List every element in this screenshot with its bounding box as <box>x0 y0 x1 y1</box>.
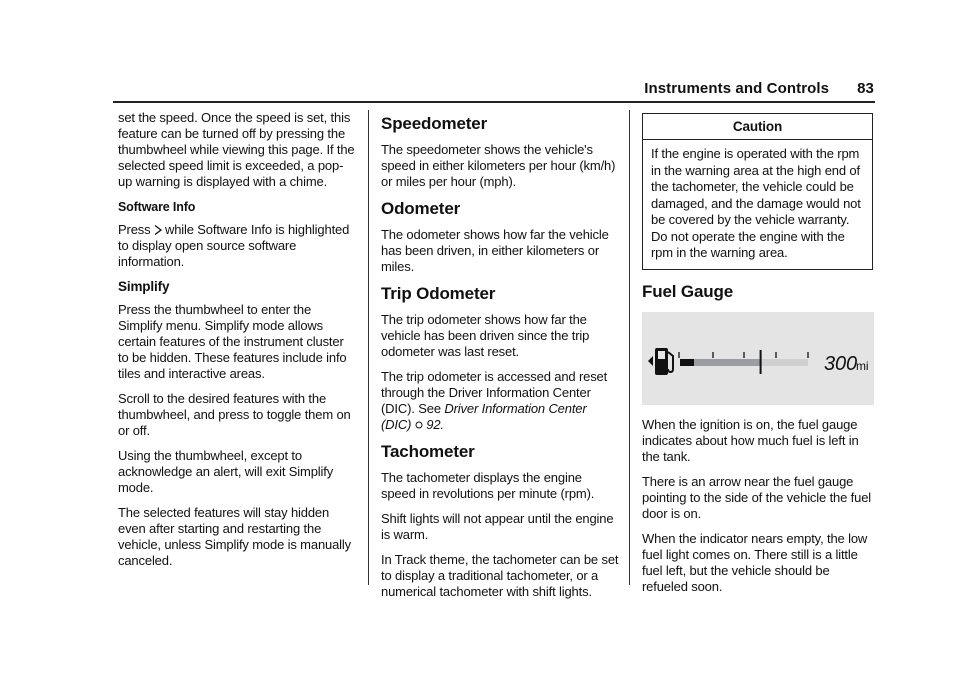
caution-title: Caution <box>643 114 872 140</box>
paragraph: Using the thumbwheel, except to acknowledge an alert, will exit Simplify mode. <box>118 448 334 495</box>
chevron-right-icon <box>154 225 162 235</box>
paragraph: Press the thumbwheel to enter the Simplify menu. Simplify mode allows certain features of the instrument cluster to be hidden. These features include info tiles and interactive areas. <box>118 302 347 381</box>
odometer-heading: Odometer <box>381 199 461 218</box>
page-number: 83 <box>857 80 874 97</box>
paragraph: Shift lights will not appear until the engine is warm. <box>381 511 614 542</box>
speedometer-heading: Speedometer <box>381 114 488 133</box>
paragraph: In Track theme, the tachometer can be set to display a traditional tachometer, or a numerical tachometer with shift lights. <box>381 552 619 599</box>
press-word: Press <box>118 222 151 237</box>
paragraph <box>381 369 619 433</box>
tachometer-heading: Tachometer <box>381 442 475 461</box>
paragraph: When the indicator nears empty, the low fuel light comes on. There still is a little fuel left, but the vehicle should be refueled soon. <box>642 530 868 594</box>
column-2 <box>381 110 619 609</box>
caution-box <box>642 113 873 270</box>
fuel-door-arrow-icon <box>648 356 653 366</box>
range-value: 300 <box>824 352 857 375</box>
paragraph: When the ignition is on, the fuel gauge indicates about how much fuel is left in the tank. <box>642 416 859 464</box>
paragraph: The tachometer displays the engine speed in revolutions per minute (rpm). <box>381 470 595 501</box>
column-divider-2 <box>629 110 630 585</box>
paragraph: The selected features will stay hidden even after starting and restarting the vehicle, unless Simplify mode is manually canceled. <box>118 505 352 568</box>
caution-body: If the engine is operated with the rpm in the warning area at the high end of the tachometer, the vehicle could be damaged, and the damage would not be covered by the vehicle warranty. Do not operate the engine with the rpm in the warning area. <box>651 146 861 260</box>
running-header <box>644 80 874 97</box>
header-rule <box>113 101 875 103</box>
simplify-heading: Simplify <box>118 279 170 294</box>
column-3 <box>642 110 874 604</box>
trip-odometer-heading: Trip Odometer <box>381 284 496 303</box>
software-info-text: while Software Info is highlighted to display open source software information. <box>118 222 350 269</box>
column-divider-1 <box>368 110 369 585</box>
section-title: Instruments and Controls <box>644 80 830 97</box>
paragraph <box>118 222 356 270</box>
paragraph: The speedometer shows the vehicle's speed in either kilometers per hour (km/h) or miles per hour (mph). <box>381 142 616 189</box>
trip-text: The trip odometer is accessed and reset through the Driver Information Center (DIC). See <box>381 369 608 416</box>
page-reference-icon <box>415 421 423 429</box>
fuel-gauge-illustration <box>642 312 874 405</box>
fuel-gauge-heading: Fuel Gauge <box>642 281 734 301</box>
fuel-gauge-graphic <box>642 312 874 405</box>
fuel-pump-icon <box>655 348 673 375</box>
paragraph: Scroll to the desired features with the thumbwheel, and press to toggle them on or off. <box>118 391 351 438</box>
dic-page-number[interactable]: 92. <box>426 417 444 432</box>
gauge-low-segment <box>680 359 694 366</box>
column-1 <box>118 110 356 578</box>
dic-link[interactable]: Driver Information Center (DIC) <box>381 401 587 432</box>
paragraph: There is an arrow near the fuel gauge pointing to the side of the vehicle the fuel door is on. <box>642 473 872 521</box>
paragraph: The trip odometer shows how far the vehicle has been driven since the trip odometer was last reset. <box>381 312 590 359</box>
paragraph: The odometer shows how far the vehicle has been driven, in either kilometers or miles. <box>381 227 609 274</box>
paragraph: set the speed. Once the speed is set, this feature can be turned off by pressing the thumbwheel while viewing this page. If the selected speed limit is exceeded, a pop-up warning is displayed with a chime. <box>118 110 355 189</box>
range-unit: mi <box>856 358 869 373</box>
software-info-label: Software Info <box>118 200 196 214</box>
gauge-ticks <box>679 352 808 358</box>
